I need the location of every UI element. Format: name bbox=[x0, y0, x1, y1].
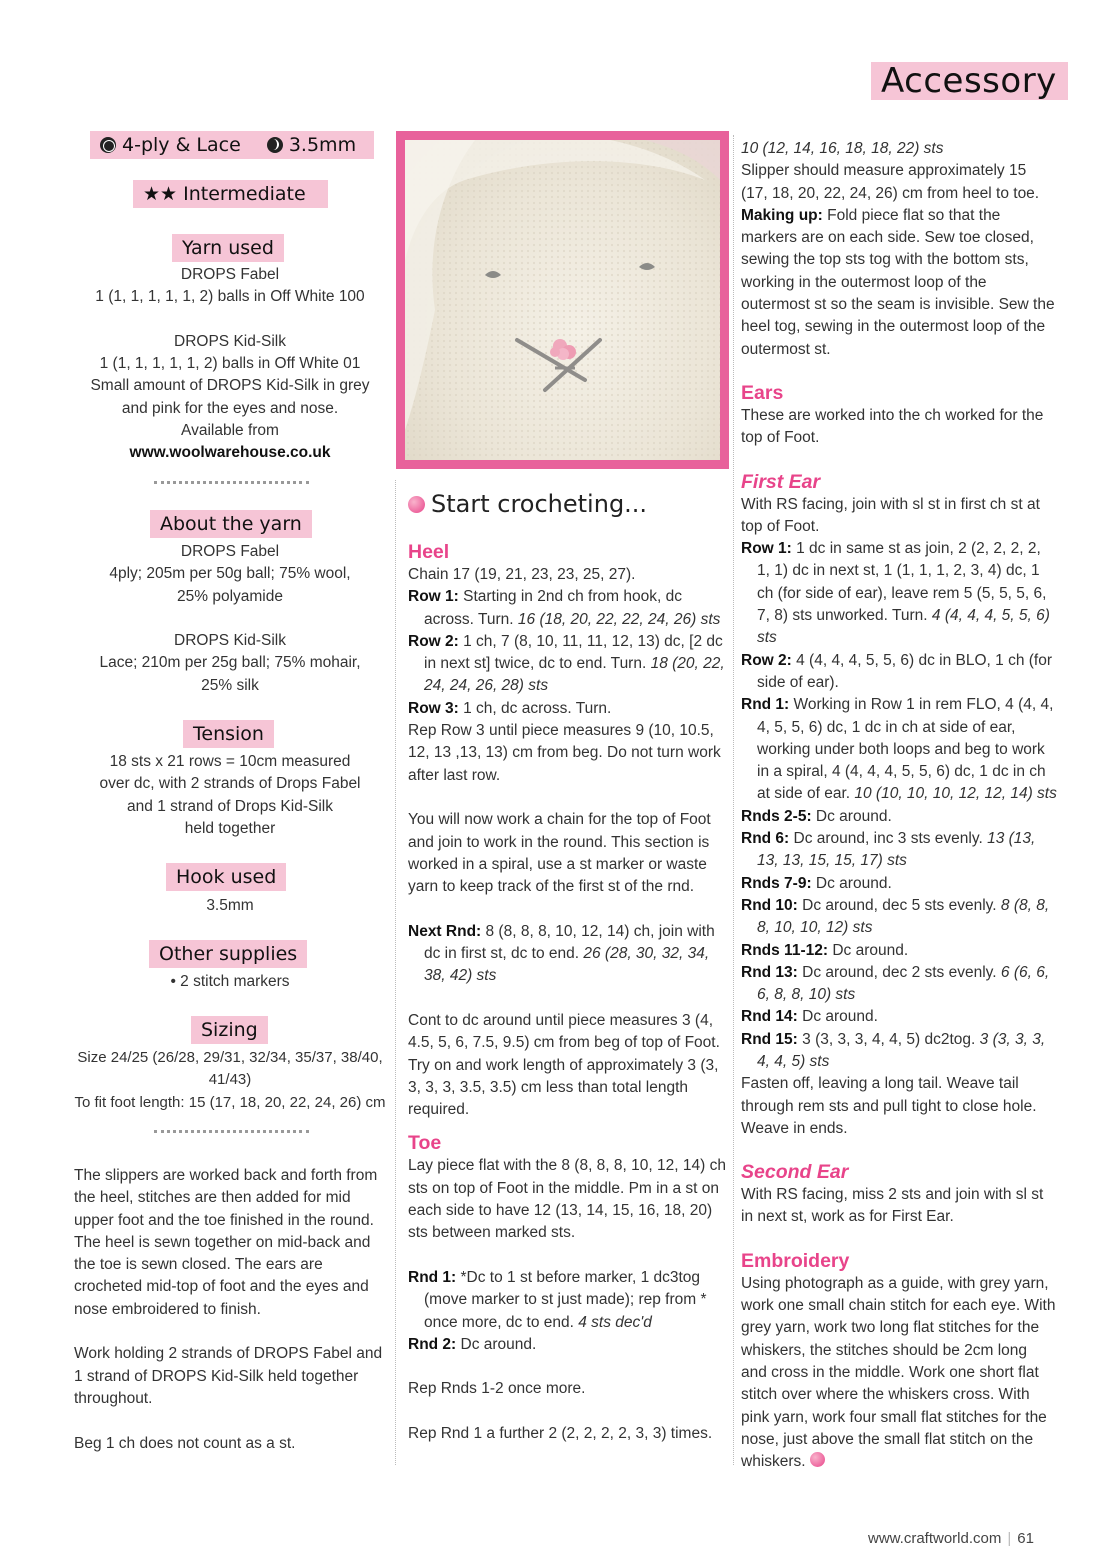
intro-paragraph: The slippers are worked back and forth from the heel, stitches are then added for mid upper foot and the toe finished in the round. The heel is sewn together on mid-back and the toe is sewn closed. The ears are crocheted mid-top of foot and the eyes and nose embroidered to finish. bbox=[74, 1167, 378, 1318]
yarn-ball-icon bbox=[100, 137, 116, 153]
embroidery-heading: Embroidery bbox=[741, 1249, 850, 1272]
heel-row-3: Row 3: 1 ch, dc across. Turn. bbox=[408, 699, 612, 717]
yarn-used-line: 1 (1, 1, 1, 1, 1, 2) balls in Off White 100 bbox=[95, 288, 365, 306]
tension-line: and 1 strand of Drops Kid-Silk bbox=[127, 797, 333, 815]
toe-heading: Toe bbox=[408, 1132, 442, 1155]
continue-paragraph: Cont to dc around until piece measures 3 (4, 4.5, 5, 6, 7.5, 9.5) cm from beg of top of Foot. Try on and work length of approximately 3 (3, 3, 3, 3, 3.5, 3.5) cm less than total length required. bbox=[408, 1011, 720, 1119]
sizing-line: To fit foot length: 15 (17, 18, 20, 22, 24, 26) cm bbox=[74, 1093, 386, 1111]
section-tab: Accessory bbox=[871, 62, 1068, 100]
ear-rnds-2-5: Rnds 2-5: Dc around. bbox=[741, 807, 892, 825]
heel-heading: Heel bbox=[408, 541, 450, 563]
tension-heading: Tension bbox=[183, 720, 274, 748]
second-ear-heading: Second Ear bbox=[741, 1161, 849, 1184]
end-yarn-ball-icon bbox=[810, 1452, 825, 1467]
chain-paragraph: You will now work a chain for the top of Foot and join to work in the round. This section is worked in a spiral, use a st marker or waste yarn to keep track of the first st of the rnd. bbox=[408, 811, 711, 896]
yarn-weight-badge bbox=[90, 131, 374, 159]
heel-row-2: Row 2: 1 ch, 7 (8, 10, 11, 11, 12, 13) dc, [2 dc in next st] twice, dc to end. Turn. 18 (20, 22, 24, 24, 26, 28) sts bbox=[408, 632, 725, 695]
hook-used-heading: Hook used bbox=[166, 863, 286, 891]
sizing-text bbox=[72, 1047, 388, 1114]
about-yarn-heading: About the yarn bbox=[150, 510, 312, 538]
bunny-face-illustration bbox=[405, 140, 720, 460]
pattern-middle-column bbox=[408, 540, 726, 1445]
sizing-line: Size 24/25 (26/28, 29/31, 32/34, 35/37, 38/40, bbox=[77, 1049, 383, 1066]
yarn-ball-icon bbox=[408, 496, 425, 513]
rep-row-3: Rep Row 3 until piece measures 9 (10, 10.5, 12, 13 ,13, 13) cm from beg. Do not turn work after last row. bbox=[408, 722, 721, 784]
tension-text bbox=[72, 751, 388, 840]
column-divider bbox=[395, 480, 396, 1465]
start-heading-text: Start crocheting... bbox=[431, 490, 648, 518]
intro-paragraph: Beg 1 ch does not count as a st. bbox=[74, 1434, 296, 1452]
rep-rnd-1: Rep Rnd 1 a further 2 (2, 2, 2, 2, 3, 3) times. bbox=[408, 1424, 713, 1442]
toe-paragraph: Lay piece flat with the 8 (8, 8, 8, 10, 12, 14) ch sts on top of Foot in the middle. Pm in a st on each side to have 12 (13, 14, 15, 16, 18, 20) sts between marked sts. bbox=[408, 1157, 726, 1242]
yarn-used-line: 1 (1, 1, 1, 1, 1, 2) balls in Off White 01 bbox=[99, 355, 361, 373]
about-yarn-text bbox=[72, 541, 388, 697]
ear-rnd-14: Rnd 14: Dc around. bbox=[741, 1008, 878, 1026]
sizing-line: 41/43) bbox=[208, 1071, 252, 1089]
about-line: DROPS Fabel bbox=[180, 543, 280, 560]
hook-used-value: 3.5mm bbox=[206, 897, 254, 914]
ear-rnd-15: Rnd 15: 3 (3, 3, 3, 4, 4, 5) dc2tog. 3 (3, 3, 3, 4, 4, 5) sts bbox=[741, 1030, 1046, 1070]
yarn-used-heading: Yarn used bbox=[172, 234, 284, 262]
yarn-used-line: Small amount of DROPS Kid-Silk in grey bbox=[90, 377, 370, 395]
stitch-count: 10 (12, 14, 16, 18, 18, 22) sts bbox=[741, 140, 944, 157]
intro-paragraph: Work holding 2 strands of DROPS Fabel and 1 strand of DROPS Kid-Silk held together throughout. bbox=[74, 1345, 383, 1407]
about-line: Lace; 210m per 25g ball; 75% mohair, bbox=[99, 654, 361, 672]
hook-icon bbox=[267, 137, 283, 153]
tension-line: 18 sts x 21 rows = 10cm measured bbox=[109, 753, 351, 770]
intro-text bbox=[74, 1165, 392, 1477]
tension-line: held together bbox=[184, 819, 276, 837]
start-crocheting-heading bbox=[408, 490, 647, 518]
yarn-used-line: and pink for the eyes and nose. bbox=[121, 399, 339, 417]
ears-text: These are worked into the ch worked for the top of Foot. bbox=[741, 406, 1044, 447]
pattern-right-column bbox=[741, 138, 1057, 1473]
other-supplies-value: • 2 stitch markers bbox=[170, 973, 290, 990]
ear-row-1: Row 1: 1 dc in same st as join, 2 (2, 2, 2, 2, 1, 1) dc in next st, 1 (1, 1, 1, 2, 3, 4) dc, 1 ch (for side of ear), leave rem 5 (5, 5, 5, 6, 7, 8) sts unworked. Turn. 4 (4, 4, 4, 5, 5, 6) sts bbox=[741, 540, 1050, 647]
yarn-used-line: DROPS Kid-Silk bbox=[174, 332, 286, 350]
ear-rnds-11-12: Rnds 11-12: Dc around. bbox=[741, 941, 909, 959]
next-rnd: Next Rnd: 8 (8, 8, 8, 10, 12, 14) ch, join with dc in first st, dc to end. 26 (28, 30, 32, 34, 38, 42) sts bbox=[408, 922, 715, 985]
tension-line: over dc, with 2 strands of Drops Fabel bbox=[99, 775, 361, 793]
about-line: 25% polyamide bbox=[177, 587, 283, 605]
yarn-weight: 4-ply & Lace bbox=[122, 134, 241, 156]
slipper-photo bbox=[405, 140, 720, 460]
ear-row-2: Row 2: 4 (4, 4, 4, 5, 5, 6) dc in BLO, 1 ch (for side of ear). bbox=[741, 651, 1052, 691]
yarn-used-line: Available from bbox=[181, 422, 279, 440]
about-line: 4ply; 205m per 50g ball; 75% wool, bbox=[109, 565, 351, 583]
about-line: DROPS Kid-Silk bbox=[174, 632, 286, 650]
slipper-photo-frame bbox=[396, 131, 729, 469]
embroidery-text: Using photograph as a guide, with grey yarn, work one small chain stitch for each eye. With grey yarn, work two long flat stitches for the whiskers, the stitches should be 2cm long and cross in the middle. Work one short flat stitch over where the whiskers cross. With pink yarn, work four small flat stitches for the nose, just above the small flat stitch on the whiskers. bbox=[741, 1274, 1056, 1471]
ear-rnd-6: Rnd 6: Dc around, inc 3 sts evenly. 13 (13, 13, 13, 15, 15, 17) sts bbox=[741, 830, 1036, 870]
yarn-used-line: DROPS Fabel bbox=[180, 266, 280, 283]
toe-rnd-1: Rnd 1: *Dc to 1 st before marker, 1 dc3tog (move marker to st just made); rep from * once more, dc to end. 4 sts dec'd bbox=[408, 1268, 707, 1331]
fasten-off: Fasten off, leaving a long tail. Weave tail through rem sts and pull tight to close hole. Weave in ends. bbox=[741, 1075, 1037, 1137]
ear-rnds-7-9: Rnds 7-9: Dc around. bbox=[741, 874, 892, 892]
about-line: 25% silk bbox=[201, 676, 259, 694]
supplier-link[interactable]: www.woolwarehouse.co.uk bbox=[129, 444, 331, 462]
page-number: 61 bbox=[1017, 1530, 1034, 1547]
making-up: Making up: Fold piece flat so that the markers are on each side. Sew toe closed, sewing the top sts tog with the bottom sts, working in the outermost loop of the outermost st so the seam is invisible. Sew the heel tog, sewing in the outermost loop of the outermost st. bbox=[741, 206, 1055, 358]
column-divider bbox=[733, 135, 734, 1465]
other-supplies-heading: Other supplies bbox=[149, 940, 307, 968]
heel-chain: Chain 17 (19, 21, 23, 23, 25, 27). bbox=[408, 566, 636, 583]
footer-site[interactable]: www.craftworld.com bbox=[868, 1530, 1002, 1547]
hook-size: 3.5mm bbox=[288, 134, 357, 156]
dotted-divider bbox=[154, 1130, 309, 1134]
slipper-measure: Slipper should measure approximately 15 (17, 18, 20, 22, 24, 26) cm from heel to toe. bbox=[741, 162, 1040, 202]
yarn-used-text bbox=[72, 264, 388, 465]
ears-heading: Ears bbox=[741, 381, 784, 404]
ear-rnd-10: Rnd 10: Dc around, dec 5 sts evenly. 8 (8, 8, 8, 10, 10, 12) sts bbox=[741, 896, 1050, 937]
rep-rnds: Rep Rnds 1-2 once more. bbox=[408, 1380, 586, 1398]
level-badge: ★★ Intermediate bbox=[133, 180, 328, 208]
dotted-divider bbox=[154, 481, 309, 485]
sizing-heading: Sizing bbox=[191, 1016, 268, 1044]
page-footer: www.craftworld.com | 61 bbox=[868, 1530, 1034, 1547]
heel-row-1: Row 1: Starting in 2nd ch from hook, dc across. Turn. 16 (18, 20, 22, 22, 24, 26) sts bbox=[408, 588, 721, 628]
ear-rnd-13: Rnd 13: Dc around, dec 2 sts evenly. 6 (6, 6, 6, 8, 8, 10) sts bbox=[741, 963, 1050, 1004]
ear-rnd-1: Rnd 1: Working in Row 1 in rem FLO, 4 (4, 4, 4, 5, 5, 6) dc, 1 dc in ch at side of ear, working under both loops and beg to work in a spiral, 4 (4, 4, 4, 5, 5, 6) dc, 1 dc in ch at side of ear. 10 (10, 10, 10, 12, 12, 14) sts bbox=[741, 696, 1057, 803]
second-ear-text: With RS facing, miss 2 sts and join with sl st in next st, work as for First Ear. bbox=[741, 1186, 1044, 1226]
first-ear-intro: With RS facing, join with sl st in first ch st at top of Foot. bbox=[741, 495, 1040, 535]
first-ear-heading: First Ear bbox=[741, 470, 821, 493]
toe-rnd-2: Rnd 2: Dc around. bbox=[408, 1335, 537, 1353]
